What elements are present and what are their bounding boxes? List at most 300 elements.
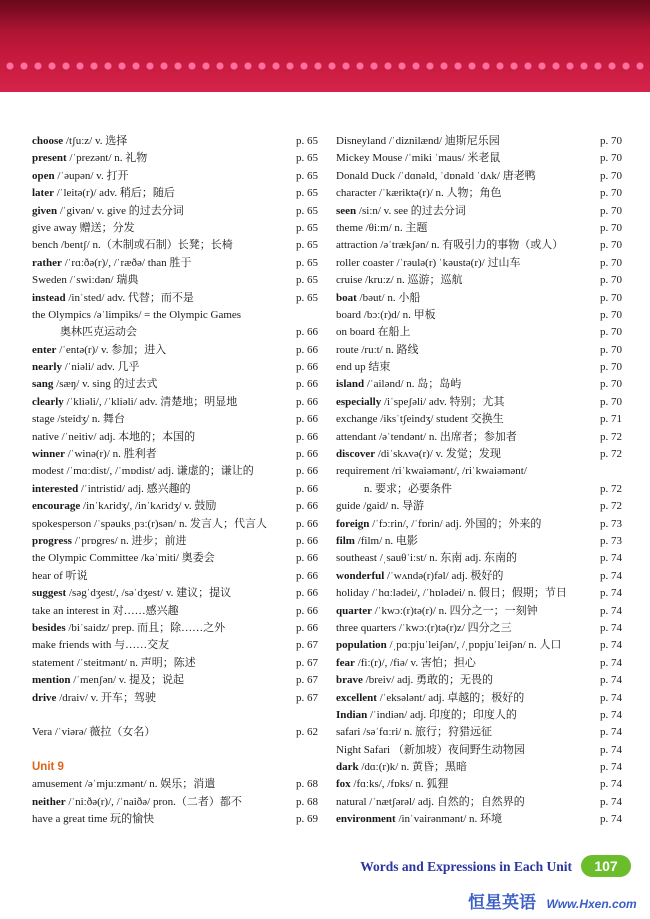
entry-text [32, 342, 166, 359]
entry-definition: /ˈeksələnt/ adj. 卓越的；极好的 [376, 691, 525, 704]
entry-definition: the Olympic Committee /kəˈmiti/ 奥委会 [32, 552, 215, 565]
entry-definition: native /ˈneitiv/ adj. 本地的；本国的 [32, 430, 196, 443]
entry-text [336, 794, 525, 811]
vocab-entry [336, 342, 622, 359]
vocab-entry [32, 429, 318, 446]
entry-definition: /inˈvairənmənt/ n. 环境 [395, 813, 502, 826]
entry-text [32, 655, 196, 672]
page-reference: p. 62 [294, 724, 318, 741]
page-reference: p. 70 [598, 220, 622, 237]
headword: mention [32, 674, 71, 687]
vocab-entry [336, 272, 622, 289]
entry-definition: Donald Duck /ˈdɑnəld, ˈdɒnəld ˈdʌk/ 唐老鸭 [336, 169, 536, 182]
vocab-entry [32, 776, 318, 793]
entry-text [336, 516, 541, 533]
entry-definition: have a great time 玩的愉快 [32, 813, 155, 826]
vocab-entry [32, 307, 318, 324]
entry-text [336, 603, 538, 620]
vocab-entry [336, 603, 622, 620]
page-reference: p. 70 [598, 255, 622, 272]
watermark [468, 888, 637, 913]
vocab-entry [336, 394, 622, 411]
page-reference: p. 74 [598, 811, 622, 828]
vocab-entry [336, 794, 622, 811]
entry-text [336, 290, 420, 307]
entry-definition: /ˈəupən/ v. 打开 [54, 169, 129, 182]
entry-text [32, 481, 191, 498]
entry-text [32, 516, 267, 533]
entry-definition: /ˈleitə(r)/ adv. 稍后；随后 [53, 187, 175, 200]
page-reference: p. 68 [294, 776, 318, 793]
page-reference: p. 74 [598, 672, 622, 689]
entry-text [336, 133, 500, 150]
vocab-entry [32, 463, 318, 480]
entry-definition: /ˈprɒgres/ n. 进步；前进 [71, 534, 187, 547]
page-reference: p. 67 [294, 637, 318, 654]
entry-definition: /ˈindiən/ adj. 印度的；印度人的 [367, 708, 517, 721]
page-reference: p. 74 [598, 690, 622, 707]
headword: encourage [32, 500, 81, 513]
page-reference: p. 73 [598, 516, 622, 533]
page-reference: p. 66 [294, 498, 318, 515]
entry-text [32, 324, 137, 341]
vocab-entry [32, 794, 318, 811]
vocab-entry [32, 359, 318, 376]
entry-text [32, 603, 179, 620]
headword: enter [32, 343, 57, 356]
entry-text [32, 411, 125, 428]
entry-text [32, 185, 175, 202]
page-reference: p. 74 [598, 759, 622, 776]
entry-text [32, 133, 127, 150]
entry-definition: /tʃuːz/ v. 选择 [63, 135, 128, 147]
entry-text [336, 498, 424, 515]
headword: wonderful [336, 569, 385, 582]
headword: especially [336, 395, 382, 408]
headword: dark [336, 761, 359, 774]
page-reference: p. 66 [294, 585, 318, 602]
entry-text [32, 724, 155, 741]
vocab-entry [32, 255, 318, 272]
page-reference: p. 70 [598, 307, 622, 324]
page-reference: p. 69 [294, 811, 318, 828]
vocab-entry [336, 707, 622, 724]
page-reference: p. 74 [598, 724, 622, 741]
entry-text [32, 637, 169, 654]
entry-text [32, 446, 157, 463]
entry-definition: /iˈspeʃəli/ adv. 特别；尤其 [381, 395, 505, 408]
vocab-entry [32, 150, 318, 167]
vocab-entry [32, 550, 318, 567]
entry-definition: three quarters /ˈkwɔː(r)tə(r)z/ 四分之三 [336, 621, 512, 634]
entry-definition: /biˈsaidz/ prep. 而且；除……之外 [65, 621, 226, 634]
vocab-entry [336, 550, 622, 567]
page-reference: p. 70 [598, 376, 622, 393]
vocab-entry [336, 742, 622, 759]
page-reference: p. 66 [294, 533, 318, 550]
entry-text [336, 550, 517, 567]
vocab-entry [32, 637, 318, 654]
entry-text [32, 394, 237, 411]
entry-text [336, 394, 505, 411]
headword: progress [32, 534, 72, 547]
headword: excellent [336, 691, 377, 704]
entry-text [336, 707, 517, 724]
headword: population [336, 639, 387, 652]
vocab-entry [32, 411, 318, 428]
entry-text [336, 324, 411, 341]
entry-definition: /fɑːks/, /fɒks/ n. 狐狸 [350, 778, 449, 791]
vocab-entry [32, 324, 318, 341]
page-reference: p. 65 [294, 150, 318, 167]
entry-text [32, 690, 156, 707]
entry-text [336, 185, 502, 202]
page-reference: p. 66 [294, 550, 318, 567]
entry-text [336, 376, 461, 393]
page-reference: p. 66 [294, 446, 318, 463]
page-reference: p. 66 [294, 394, 318, 411]
vocab-entry [336, 533, 622, 550]
vocab-entry [32, 446, 318, 463]
vocab-entry [32, 168, 318, 185]
entry-definition: /ˈwʌndə(r)fəl/ adj. 极好的 [384, 569, 504, 582]
watermark-brand: 恒星英语 [468, 893, 536, 912]
entry-text [336, 742, 525, 759]
page-reference: p. 70 [598, 168, 622, 185]
page-reference: p. 65 [294, 255, 318, 272]
entry-text [32, 620, 225, 637]
entry-definition: /ˈkwɔː(r)tə(r)/ n. 四分之一；一刻钟 [372, 604, 538, 617]
page-reference: p. 74 [598, 568, 622, 585]
vocab-entry [336, 220, 622, 237]
vocab-entry [32, 603, 318, 620]
headword: drive [32, 691, 57, 704]
vocab-entry [32, 585, 318, 602]
entry-definition: /breiv/ adj. 勇敢的；无畏的 [362, 674, 494, 687]
spacer-row [32, 707, 318, 724]
entry-text [32, 237, 233, 254]
headword: sang [32, 378, 54, 391]
vocab-entry [32, 498, 318, 515]
entry-definition: spokesperson /ˈspəuksˌpɜː(r)sən/ n. 发言人；代言人 [32, 517, 267, 530]
vocab-entry [336, 811, 622, 828]
entry-text [336, 150, 500, 167]
vocab-entry [336, 655, 622, 672]
unit-heading: Unit 9 [32, 761, 64, 774]
entry-text [336, 168, 536, 185]
entry-definition: /film/ n. 电影 [354, 534, 418, 547]
headword: present [32, 152, 67, 165]
page-reference: p. 68 [294, 794, 318, 811]
entry-text [32, 203, 184, 220]
entry-definition: /ˈentə(r)/ v. 参加；进入 [56, 343, 167, 356]
entry-definition: character /ˈkæriktə(r)/ n. 人物；角色 [336, 187, 502, 200]
headword: boat [336, 291, 357, 304]
page-reference: p. 70 [598, 150, 622, 167]
vocab-entry [32, 290, 318, 307]
vocab-entry [336, 324, 622, 341]
spacer-row [32, 742, 318, 759]
page-reference: p. 74 [598, 603, 622, 620]
headword: choose [32, 135, 64, 147]
entry-definition: end up 结束 [336, 361, 391, 374]
entry-text [32, 272, 138, 289]
entry-definition: the Olympics /əˈlimpiks/ = the Olympic Games [32, 308, 242, 321]
vocab-entry [336, 429, 622, 446]
entry-text [336, 307, 436, 324]
headword: fear [336, 656, 355, 669]
entry-definition: /ˈfɔːrin/, /ˈfɒrin/ adj. 外国的；外来的 [369, 517, 542, 530]
headword: nearly [32, 361, 62, 374]
entry-text [336, 272, 462, 289]
entry-definition: Sweden /ˈswiːdən/ 瑞典 [32, 274, 139, 287]
entry-text [32, 290, 194, 307]
page-reference: p. 70 [598, 272, 622, 289]
entry-definition: roller coaster /ˈrəulə(r) ˈkəustə(r)/ 过山车 [336, 256, 521, 269]
entry-definition: make friends with 与……交友 [32, 639, 170, 652]
vocab-entry [336, 133, 622, 150]
page-reference: p. 67 [294, 690, 318, 707]
entry-definition: statement /ˈsteitmənt/ n. 声明；陈述 [32, 656, 196, 669]
entry-definition: attendant /əˈtendənt/ n. 出席者；参加者 [336, 430, 517, 443]
entry-text [336, 620, 512, 637]
entry-text [336, 446, 501, 463]
entry-definition: n. 要求；必要条件 [364, 482, 452, 495]
page-reference: p. 67 [294, 672, 318, 689]
vocab-entry [32, 672, 318, 689]
vocab-entry [32, 220, 318, 237]
vocab-entry [336, 150, 622, 167]
headword: environment [336, 813, 396, 826]
entry-definition: hear of 听说 [32, 569, 88, 582]
entry-definition: amusement /əˈmjuːzmənt/ n. 娱乐；消遣 [32, 778, 216, 791]
entry-text [336, 585, 567, 602]
page-reference: p. 66 [294, 568, 318, 585]
entry-text [32, 376, 157, 393]
entry-definition: Vera /ˈviərə/ 薇拉（女名） [32, 726, 156, 739]
header-banner [0, 0, 650, 92]
watermark-url[interactable]: Www.Hxen.com [546, 897, 637, 911]
vocab-entry [336, 516, 622, 533]
page-reference: p. 66 [294, 603, 318, 620]
vocab-entry [32, 724, 318, 741]
entry-definition: /ˈprezənt/ n. 礼物 [66, 152, 148, 165]
page-reference: p. 70 [598, 342, 622, 359]
vocab-entry [336, 498, 622, 515]
entry-definition: /ˈmenʃən/ v. 提及；说起 [70, 674, 185, 687]
headword: open [32, 169, 55, 182]
entry-text [32, 585, 231, 602]
entry-definition: /siːn/ v. see 的过去分词 [356, 204, 466, 217]
page-reference: p. 74 [598, 637, 622, 654]
vocab-entry [336, 237, 622, 254]
vocab-entry [336, 376, 622, 393]
entry-text [336, 637, 561, 654]
page-reference: p. 74 [598, 585, 622, 602]
entry-definition: route /ruːt/ n. 路线 [336, 343, 419, 356]
page-reference: p. 70 [598, 203, 622, 220]
entry-text [32, 255, 191, 272]
entry-definition: safari /səˈfɑːri/ n. 旅行；狩猎远征 [336, 726, 493, 739]
entry-text [32, 168, 128, 185]
entry-definition: southeast /ˌsauθˈiːst/ n. 东南 adj. 东南的 [336, 552, 517, 565]
entry-text [336, 411, 504, 428]
entry-definition: Night Safari （新加坡）夜间野生动物园 [336, 743, 525, 756]
headword: given [32, 204, 58, 217]
vocab-entry [32, 533, 318, 550]
page-reference: p. 70 [598, 359, 622, 376]
entry-definition: /bəut/ n. 小船 [356, 291, 421, 304]
page-reference: p. 74 [598, 550, 622, 567]
entry-definition: /ˈkliəli/, /ˈkliəli/ adv. 清楚地；明显地 [63, 395, 238, 408]
entry-definition: cruise /kruːz/ n. 巡游；巡航 [336, 274, 463, 287]
page-reference: p. 72 [598, 498, 622, 515]
page-reference: p. 66 [294, 411, 318, 428]
entry-definition: take an interest in 对……感兴趣 [32, 604, 179, 617]
headword: discover [336, 448, 376, 461]
entry-definition: /sæŋ/ v. sing 的过去式 [53, 378, 158, 391]
entry-text [336, 237, 563, 254]
page-reference: p. 66 [294, 342, 318, 359]
entry-text [336, 429, 517, 446]
page-reference: p. 66 [294, 463, 318, 480]
entry-definition: stage /steidʒ/ n. 舞台 [32, 413, 125, 426]
vocab-entry [336, 776, 622, 793]
page-reference: p. 74 [598, 707, 622, 724]
vocab-entry [32, 237, 318, 254]
page-reference: p. 72 [598, 446, 622, 463]
vocab-entry [336, 568, 622, 585]
entry-text [336, 568, 503, 585]
headword: winner [32, 448, 65, 461]
entry-text [32, 359, 139, 376]
entry-text [32, 672, 184, 689]
vocab-entry [32, 394, 318, 411]
page-reference: p. 70 [598, 185, 622, 202]
left-word-column [32, 133, 318, 829]
entry-text [32, 550, 215, 567]
page-reference: p. 72 [598, 481, 622, 498]
vocab-entry [336, 585, 622, 602]
vocab-entry [336, 359, 622, 376]
vocab-entry [32, 376, 318, 393]
entry-text [32, 150, 147, 167]
entry-definition: /ˈgivən/ v. give 的过去分词 [57, 204, 184, 217]
right-word-column [336, 133, 622, 829]
entry-definition: /draiv/ v. 开车；驾驶 [56, 691, 156, 704]
entry-text [336, 655, 476, 672]
entry-definition: attraction /əˈtrækʃən/ n. 有吸引力的事物（或人） [336, 239, 564, 252]
vocab-entry [336, 690, 622, 707]
vocab-entry [32, 690, 318, 707]
page-reference: p. 65 [294, 272, 318, 289]
entry-text [336, 481, 452, 498]
page-reference: p. 74 [598, 776, 622, 793]
headword: besides [32, 621, 66, 634]
vocab-entry [336, 463, 622, 480]
page-reference: p. 65 [294, 168, 318, 185]
vocab-entry [336, 255, 622, 272]
headword: foreign [336, 517, 370, 530]
entry-text [336, 690, 524, 707]
entry-text [32, 429, 195, 446]
vocab-entry [32, 481, 318, 498]
page-reference: p. 66 [294, 516, 318, 533]
vocab-entry [32, 203, 318, 220]
entry-definition: /ˌpɑːpjuˈleiʃən/, /ˌpɒpjuˈleiʃən/ n. 人口 [386, 639, 562, 652]
page-reference: p. 72 [598, 429, 622, 446]
page-reference: p. 70 [598, 324, 622, 341]
entry-definition: /dɑː(r)k/ n. 黄昏；黑暗 [358, 761, 468, 774]
vocab-entry [32, 185, 318, 202]
entry-definition: board /bɔː(r)d/ n. 甲板 [336, 308, 436, 321]
entry-definition: /diˈskʌvə(r)/ v. 发觉；发现 [375, 448, 501, 461]
vocab-entry [32, 568, 318, 585]
page-reference: p. 70 [598, 394, 622, 411]
vocab-entry [32, 811, 318, 828]
entry-text [336, 759, 467, 776]
entry-text [336, 359, 390, 376]
headword: Indian [336, 708, 368, 721]
entry-definition: /ˈrɑːðə(r)/, /ˈræðə/ than 胜于 [61, 256, 192, 269]
entry-definition: /ˈniːðə(r)/, /ˈnaiðə/ pron.（二者）都不 [65, 795, 242, 808]
entry-definition: 奥林匹克运动会 [60, 326, 137, 339]
vocab-entry [32, 342, 318, 359]
headword: brave [336, 674, 363, 687]
vocab-entry [336, 203, 622, 220]
vocab-entry [32, 655, 318, 672]
entry-definition: /səgˈdʒest/, /səˈdʒest/ v. 建议；提议 [66, 587, 232, 600]
vocab-entry [32, 133, 318, 150]
entry-text [32, 568, 88, 585]
entry-text [336, 724, 492, 741]
page-reference: p. 65 [294, 220, 318, 237]
headword: island [336, 378, 365, 391]
entry-definition: modest /ˈmɑːdist/, /ˈmɒdist/ adj. 谦虚的；谦让的 [32, 465, 254, 478]
footer-title: Words and Expressions in Each Unit [360, 859, 572, 874]
entry-definition: /ˈniəli/ adv. 几乎 [61, 361, 140, 374]
headword: rather [32, 256, 62, 269]
entry-text [336, 533, 418, 550]
entry-text [336, 463, 527, 480]
entry-definition: holiday /ˈhɑːlədei/, /ˈhɒlədei/ n. 假日；假期；节日 [336, 587, 567, 600]
entry-text [336, 255, 520, 272]
page-reference: p. 74 [598, 620, 622, 637]
page-reference: p. 70 [598, 290, 622, 307]
vocab-entry [32, 620, 318, 637]
headword: fox [336, 778, 351, 791]
vocab-entry [336, 446, 622, 463]
vocab-entry [336, 724, 622, 741]
page-reference: p. 71 [598, 411, 622, 428]
entry-text [32, 533, 186, 550]
page-reference: p. 74 [598, 742, 622, 759]
vocab-entry [336, 672, 622, 689]
entry-text [336, 811, 502, 828]
page-reference: p. 66 [294, 481, 318, 498]
entry-text [32, 307, 241, 324]
page-reference: p. 73 [598, 533, 622, 550]
page-reference: p. 66 [294, 359, 318, 376]
page-reference: p. 65 [294, 133, 318, 150]
page-reference: p. 66 [294, 620, 318, 637]
banner-shade [0, 0, 650, 30]
page-reference: p. 74 [598, 655, 622, 672]
vocab-entry [336, 290, 622, 307]
entry-definition: /ˈintristid/ adj. 感兴趣的 [78, 482, 191, 495]
page-reference: p. 65 [294, 185, 318, 202]
page-reference: p. 65 [294, 290, 318, 307]
